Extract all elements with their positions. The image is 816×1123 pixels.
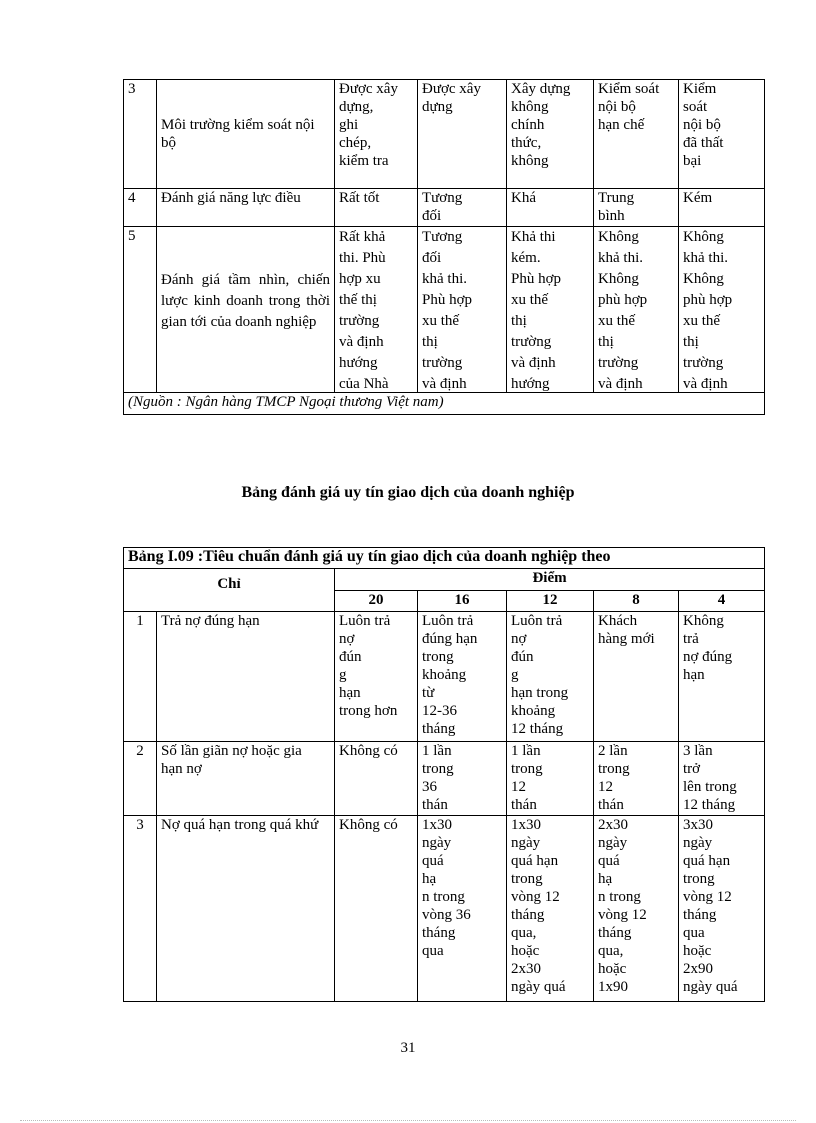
- row-number: 3: [124, 816, 157, 1002]
- header-row: [124, 569, 765, 591]
- criterion-cell: Số lần giãn nợ hoặc gia hạn nợ: [157, 742, 335, 816]
- score-4: 4: [679, 590, 765, 612]
- table-row: [124, 227, 765, 393]
- criterion-cell: Đánh giá tầm nhìn, chiến lược kinh doanh trong thời gian tới của doanh nghiệp: [157, 227, 335, 393]
- score-8: 8: [594, 590, 679, 612]
- score-cell: Kém: [679, 189, 765, 227]
- score-cell: Xây dựng không chính thức, không: [507, 80, 594, 189]
- score-cell: 1x30 ngày quá hạn trong vòng 12 tháng qua, hoặc 2x30 ngày quá: [507, 816, 594, 1002]
- score-cell: Kiểm soát nội bộ hạn chế: [594, 80, 679, 189]
- score-cell: Tương đối: [418, 189, 507, 227]
- row-number: 3: [124, 80, 157, 189]
- score-20: 20: [335, 590, 418, 612]
- score-cell: Luôn trả nợ đún g hạn trong hơn: [335, 612, 418, 742]
- table-row: [124, 80, 765, 189]
- score-cell: Được xây dựng, ghi chép, kiểm tra: [335, 80, 418, 189]
- score-cell: 1 lần trong 12 thán: [507, 742, 594, 816]
- score-cell: Không khả thi. Không phù hợp xu thế thị trường và định: [679, 227, 765, 393]
- score-cell: Không trả nợ đúng hạn: [679, 612, 765, 742]
- score-cell: Không có: [335, 816, 418, 1002]
- score-16: 16: [418, 590, 507, 612]
- row-number: 1: [124, 612, 157, 742]
- credibility-table: [123, 547, 765, 1002]
- criterion-header: Chỉ: [124, 569, 335, 612]
- score-cell: 1x30 ngày quá hạ n trong vòng 36 tháng qua: [418, 816, 507, 1002]
- score-cell: 3 lần trở lên trong 12 tháng: [679, 742, 765, 816]
- score-header: Điểm: [335, 569, 765, 591]
- source-row: [124, 393, 765, 415]
- score-cell: Luôn trả nợ đún g hạn trong khoảng 12 tháng: [507, 612, 594, 742]
- table-row: [124, 816, 765, 1002]
- table-row: [124, 742, 765, 816]
- score-cell: Không khả thi. Không phù hợp xu thế thị trường và định: [594, 227, 679, 393]
- score-cell: Tương đối khả thi. Phù hợp xu thế thị trường và định: [418, 227, 507, 393]
- criterion-cell: Đánh giá năng lực điều: [157, 189, 335, 227]
- score-cell: 2 lần trong 12 thán: [594, 742, 679, 816]
- score-cell: 1 lần trong 36 thán: [418, 742, 507, 816]
- score-cell: Được xây dựng: [418, 80, 507, 189]
- table-caption: Bảng I.09 :Tiêu chuẩn đánh giá uy tín giao dịch của doanh nghiệp theo: [124, 548, 765, 569]
- table-row: [124, 189, 765, 227]
- section-title: Bảng đánh giá uy tín giao dịch của doanh nghiệp: [241, 484, 575, 501]
- row-number: 2: [124, 742, 157, 816]
- row-number: 4: [124, 189, 157, 227]
- score-cell: Rất tốt: [335, 189, 418, 227]
- score-cell: Kiểm soát nội bộ đã thất bại: [679, 80, 765, 189]
- score-cell: Trung bình: [594, 189, 679, 227]
- row-number: 5: [124, 227, 157, 393]
- score-cell: Khả thi kém. Phù hợp xu thế thị trường và định hướng: [507, 227, 594, 393]
- score-cell: 3x30 ngày quá hạn trong vòng 12 tháng qua hoặc 2x90 ngày quá: [679, 816, 765, 1002]
- table-caption-row: [124, 548, 765, 569]
- table-row: [124, 612, 765, 742]
- score-cell: Khá: [507, 189, 594, 227]
- page-footer-divider: [20, 1120, 796, 1121]
- criterion-cell: Nợ quá hạn trong quá khứ: [157, 816, 335, 1002]
- score-cell: Luôn trả đúng hạn trong khoảng từ 12-36 tháng: [418, 612, 507, 742]
- score-cell: 2x30 ngày quá hạ n trong vòng 12 tháng qua, hoặc 1x90: [594, 816, 679, 1002]
- score-cell: Rất khả thi. Phù hợp xu thế thị trường và định hướng của Nhà: [335, 227, 418, 393]
- criterion-cell: Trả nợ đúng hạn: [157, 612, 335, 742]
- criteria-table-continued: [123, 79, 765, 415]
- score-cell: Khách hàng mới: [594, 612, 679, 742]
- page-number: 31: [400, 1040, 416, 1056]
- score-cell: Không có: [335, 742, 418, 816]
- source-note: (Nguồn : Ngân hàng TMCP Ngoại thương Việt nam): [124, 393, 765, 415]
- score-12: 12: [507, 590, 594, 612]
- criterion-cell: Môi trường kiểm soát nội bộ: [157, 80, 335, 189]
